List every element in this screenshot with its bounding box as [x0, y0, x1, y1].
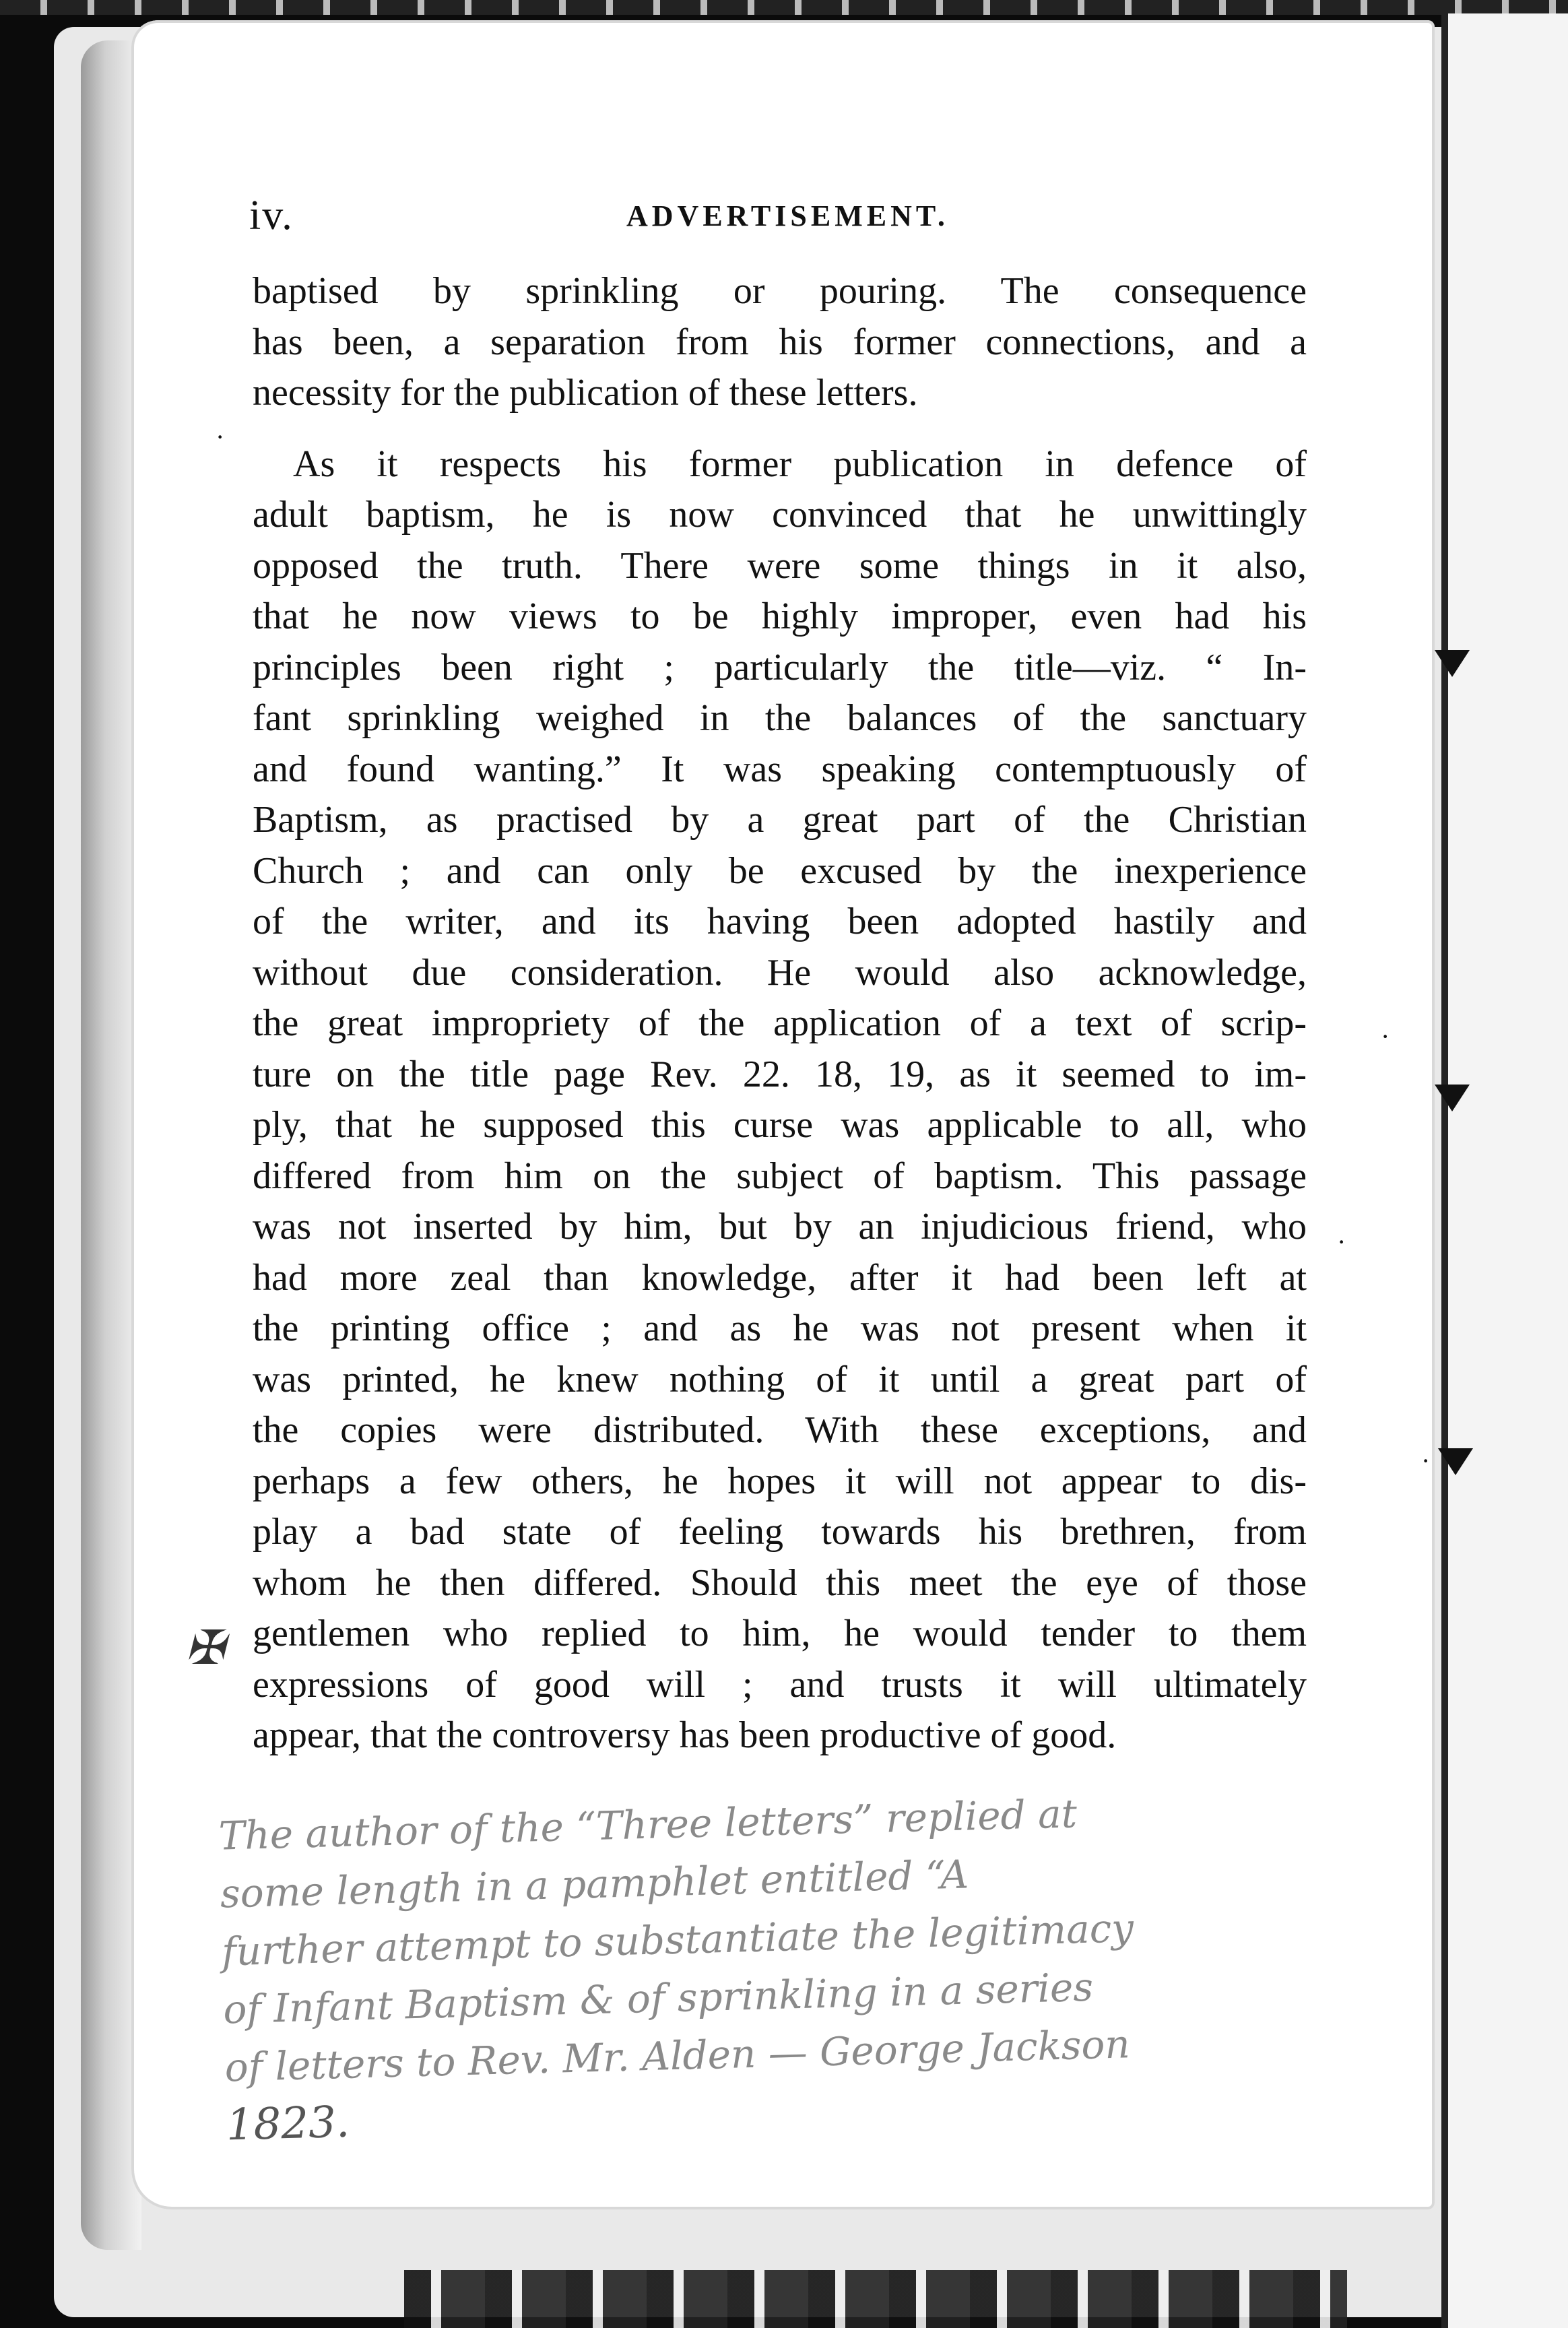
page-number: iv. — [249, 193, 294, 238]
text-line: the great impropriety of the application of a text of scrip- — [253, 1002, 1307, 1044]
text-line: and found wanting.” It was speaking contemptuously of — [253, 748, 1307, 790]
text-line: was printed, he knew nothing of it until a great part of — [253, 1358, 1307, 1400]
speck: · — [1421, 1446, 1431, 1476]
text-line: ture on the title page Rev. 22. 18, 19, as it seemed to im- — [253, 1053, 1307, 1095]
speck: · — [216, 422, 225, 452]
text-line: baptised by sprinkling or pouring. The consequence — [253, 270, 1307, 312]
body-text — [253, 266, 1307, 1761]
handwritten-line: further attempt to substantiate the legitimacy — [221, 1905, 1134, 1975]
paragraph-gap — [253, 419, 1307, 439]
text-line: Baptism, as practised by a great part of the Christian — [253, 799, 1307, 841]
text-line: fant sprinkling weighed in the balances of the sanctuary — [253, 697, 1307, 739]
text-line: without due consideration. He would also acknowledge, — [253, 951, 1307, 994]
text-line: the copies were distributed. With these exceptions, and — [253, 1409, 1307, 1451]
text-line: was not inserted by him, but by an injudicious friend, who — [253, 1206, 1307, 1248]
text-line: differed from him on the subject of baptism. This passage — [253, 1155, 1307, 1197]
text-line: principles been right ; particularly the title—viz. “ In- — [253, 646, 1307, 688]
speck: · — [1381, 1021, 1390, 1052]
handwritten-line: of Infant Baptism & of sprinkling in a series — [222, 1964, 1094, 2033]
text-line: whom he then differed. Should this meet the eye of those — [253, 1561, 1307, 1604]
handwritten-year: 1823. — [225, 2097, 351, 2151]
handwritten-line: some length in a pamphlet entitled “A — [220, 1851, 969, 1917]
text-line: has been, a separation from his former connections, and a — [253, 321, 1307, 363]
text-line: of the writer, and its having been adopted hastily and — [253, 901, 1307, 942]
text-line: As it respects his former publication in defence of — [293, 443, 1307, 485]
text-line: the printing office ; and as he was not present when it — [253, 1307, 1307, 1349]
speck: · — [1337, 1227, 1346, 1257]
paragraph-2 — [253, 439, 1307, 1761]
page-header — [249, 192, 1307, 246]
handwritten-line: of letters to Rev. Mr. Alden — George Jackson — [224, 2021, 1131, 2091]
handwritten-line: The author of the “Three letters” replied at — [218, 1790, 1078, 1859]
text-line: had more zeal than knowledge, after it had been left at — [253, 1256, 1307, 1299]
running-title: ADVERTISEMENT. — [626, 199, 949, 232]
text-line: gentlemen who replied to him, he would tender to them — [253, 1613, 1307, 1654]
text-line: ply, that he supposed this curse was applicable to all, who — [253, 1104, 1307, 1146]
paragraph-1 — [253, 266, 1307, 419]
margin-annotation-mark: ✠ — [185, 1620, 225, 1675]
page-tab-mark — [1438, 1448, 1473, 1475]
page-tab-mark — [1435, 650, 1470, 677]
page-tab-mark — [1435, 1085, 1470, 1111]
text-line: appear, that the controversy has been productive of good. — [253, 1714, 1117, 1756]
text-line: Church ; and can only be excused by the inexperience — [253, 849, 1307, 892]
scan-bottom-edge — [404, 2270, 1347, 2328]
text-line: play a bad state of feeling towards his brethren, from — [253, 1511, 1307, 1553]
text-line: opposed the truth. There were some things in it also, — [253, 544, 1307, 587]
handwritten-note — [218, 1777, 1385, 2155]
text-line: that he now views to be highly improper, even had his — [253, 595, 1307, 637]
adjacent-page-edge — [1441, 13, 1568, 2328]
scan-top-edge — [0, 0, 1568, 15]
text-line: expressions of good will ; and trusts it will ultimately — [253, 1663, 1307, 1706]
text-line: adult baptism, he is now convinced that he unwittingly — [253, 494, 1307, 536]
text-line: perhaps a few others, he hopes it will not appear to dis- — [253, 1460, 1307, 1502]
text-line: necessity for the publication of these letters. — [253, 372, 918, 414]
